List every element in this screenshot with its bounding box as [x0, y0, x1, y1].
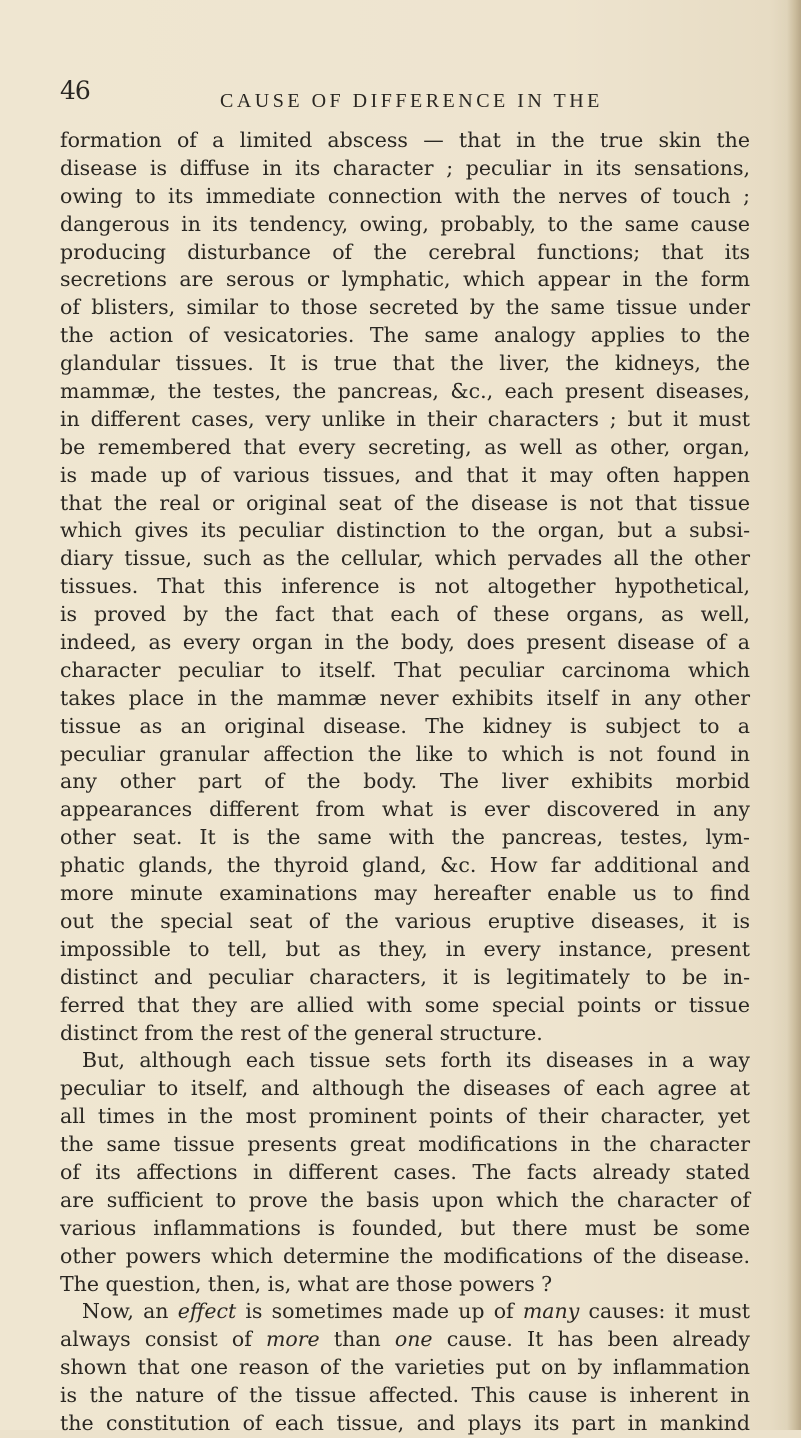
text-line: The question, then, is, what are those powers ? — [60, 1271, 553, 1296]
text-line: which gives its peculiar distinction to the organ, but a subsi- — [60, 518, 750, 543]
text-line-mixed — [60, 1298, 750, 1326]
text-line: impossible to tell, but as they, in every instance, present — [60, 936, 750, 961]
text-line: other seat. It is the same with the pancreas, testes, lym- — [60, 825, 750, 850]
body-text — [60, 127, 750, 1438]
text-run: Now, an — [82, 1299, 178, 1324]
text-line: more minute examinations may hereafter enable us to find — [60, 881, 750, 906]
italic-run: effect — [177, 1299, 237, 1324]
text-line: phatic glands, the thyroid gland, &c. How far additional and — [60, 853, 750, 878]
text-line: appearances different from what is ever discovered in any — [60, 797, 750, 822]
text-line-mixed — [60, 1326, 750, 1354]
text-line: disease is diffuse in its character ; peculiar in its sensations, — [60, 155, 750, 180]
text-run: is sometimes made up of — [236, 1299, 523, 1324]
text-line: distinct and peculiar characters, it is legitimately to be in- — [60, 964, 750, 989]
text-line: shown that one reason of the varieties put on by inflammation — [60, 1355, 750, 1380]
text-run: cause. It has been already — [432, 1327, 751, 1352]
text-line: any other part of the body. The liver exhibits morbid — [60, 769, 750, 794]
text-line: peculiar to itself, and although the diseases of each agree at — [60, 1076, 750, 1101]
text-line: character peculiar to itself. That peculiar carcinoma which — [60, 657, 750, 682]
text-line: glandular tissues. It is true that the liver, the kidneys, the — [60, 351, 750, 376]
text-line: producing disturbance of the cerebral functions; that its — [60, 239, 750, 264]
text-line: the same tissue presents great modifications in the character — [60, 1132, 750, 1157]
text-line: other powers which determine the modifications of the disease. — [60, 1243, 750, 1268]
text-line: indeed, as every organ in the body, does present disease of a — [60, 630, 750, 655]
text-line: tissue as an original disease. The kidney is subject to a — [60, 713, 750, 738]
text-line: mammæ, the testes, the pancreas, &c., each present diseases, — [60, 379, 750, 404]
text-line: are sufficient to prove the basis upon which the character of — [60, 1187, 750, 1212]
italic-run: many — [522, 1299, 580, 1324]
text-run: causes: it must — [579, 1299, 750, 1324]
text-line: secretions are serous or lymphatic, which appear in the form — [60, 267, 750, 292]
text-line: is made up of various tissues, and that it may often happen — [60, 462, 750, 487]
text-line: takes place in the mammæ never exhibits itself in any other — [60, 685, 750, 710]
text-line: be remembered that every secreting, as well as other, organ, — [60, 434, 750, 459]
text-line: is proved by the fact that each of these organs, as well, — [60, 602, 750, 627]
text-line: all times in the most prominent points of their character, yet — [60, 1104, 750, 1129]
text-line: various inflammations is founded, but there must be some — [60, 1215, 750, 1240]
text-line: out the special seat of the various eruptive diseases, it is — [60, 908, 750, 933]
text-line: But, although each tissue sets forth its diseases in a way — [82, 1048, 750, 1073]
text-run: than — [319, 1327, 395, 1352]
page-number: 46 — [60, 76, 90, 105]
text-line: diary tissue, such as the cellular, which pervades all the other — [60, 546, 750, 571]
italic-run: one — [394, 1327, 433, 1352]
text-line: of blisters, similar to those secreted by the same tissue under — [60, 295, 750, 320]
text-line: of its affections in different cases. The facts already stated — [60, 1159, 750, 1184]
text-line: formation of a limited abscess — that in the true skin the — [60, 128, 750, 152]
text-line: distinct from the rest of the general structure. — [60, 1020, 543, 1045]
text-line: tissues. That this inference is not altogether hypothetical, — [60, 574, 750, 599]
text-run: always consist of — [60, 1327, 266, 1352]
page-edge-shadow — [787, 0, 801, 1430]
text-line: owing to its immediate connection with the nerves of touch ; — [60, 183, 750, 208]
italic-run: more — [265, 1327, 320, 1352]
text-line: that the real or original seat of the disease is not that tissue — [60, 490, 750, 515]
text-line: the constitution of each tissue, and plays its part in mankind — [60, 1410, 750, 1435]
text-line: peculiar granular affection the like to which is not found in — [60, 741, 750, 766]
running-head — [60, 76, 760, 116]
text-line: ferred that they are allied with some special points or tissue — [60, 992, 750, 1017]
text-line: in different cases, very unlike in their characters ; but it must — [60, 406, 750, 431]
text-line: the action of vesicatories. The same analogy applies to the — [60, 323, 750, 348]
text-line: is the nature of the tissue affected. This cause is inherent in — [60, 1383, 750, 1408]
running-title: CAUSE OF DIFFERENCE IN THE — [220, 90, 603, 112]
text-line: dangerous in its tendency, owing, probably, to the same cause — [60, 211, 750, 236]
